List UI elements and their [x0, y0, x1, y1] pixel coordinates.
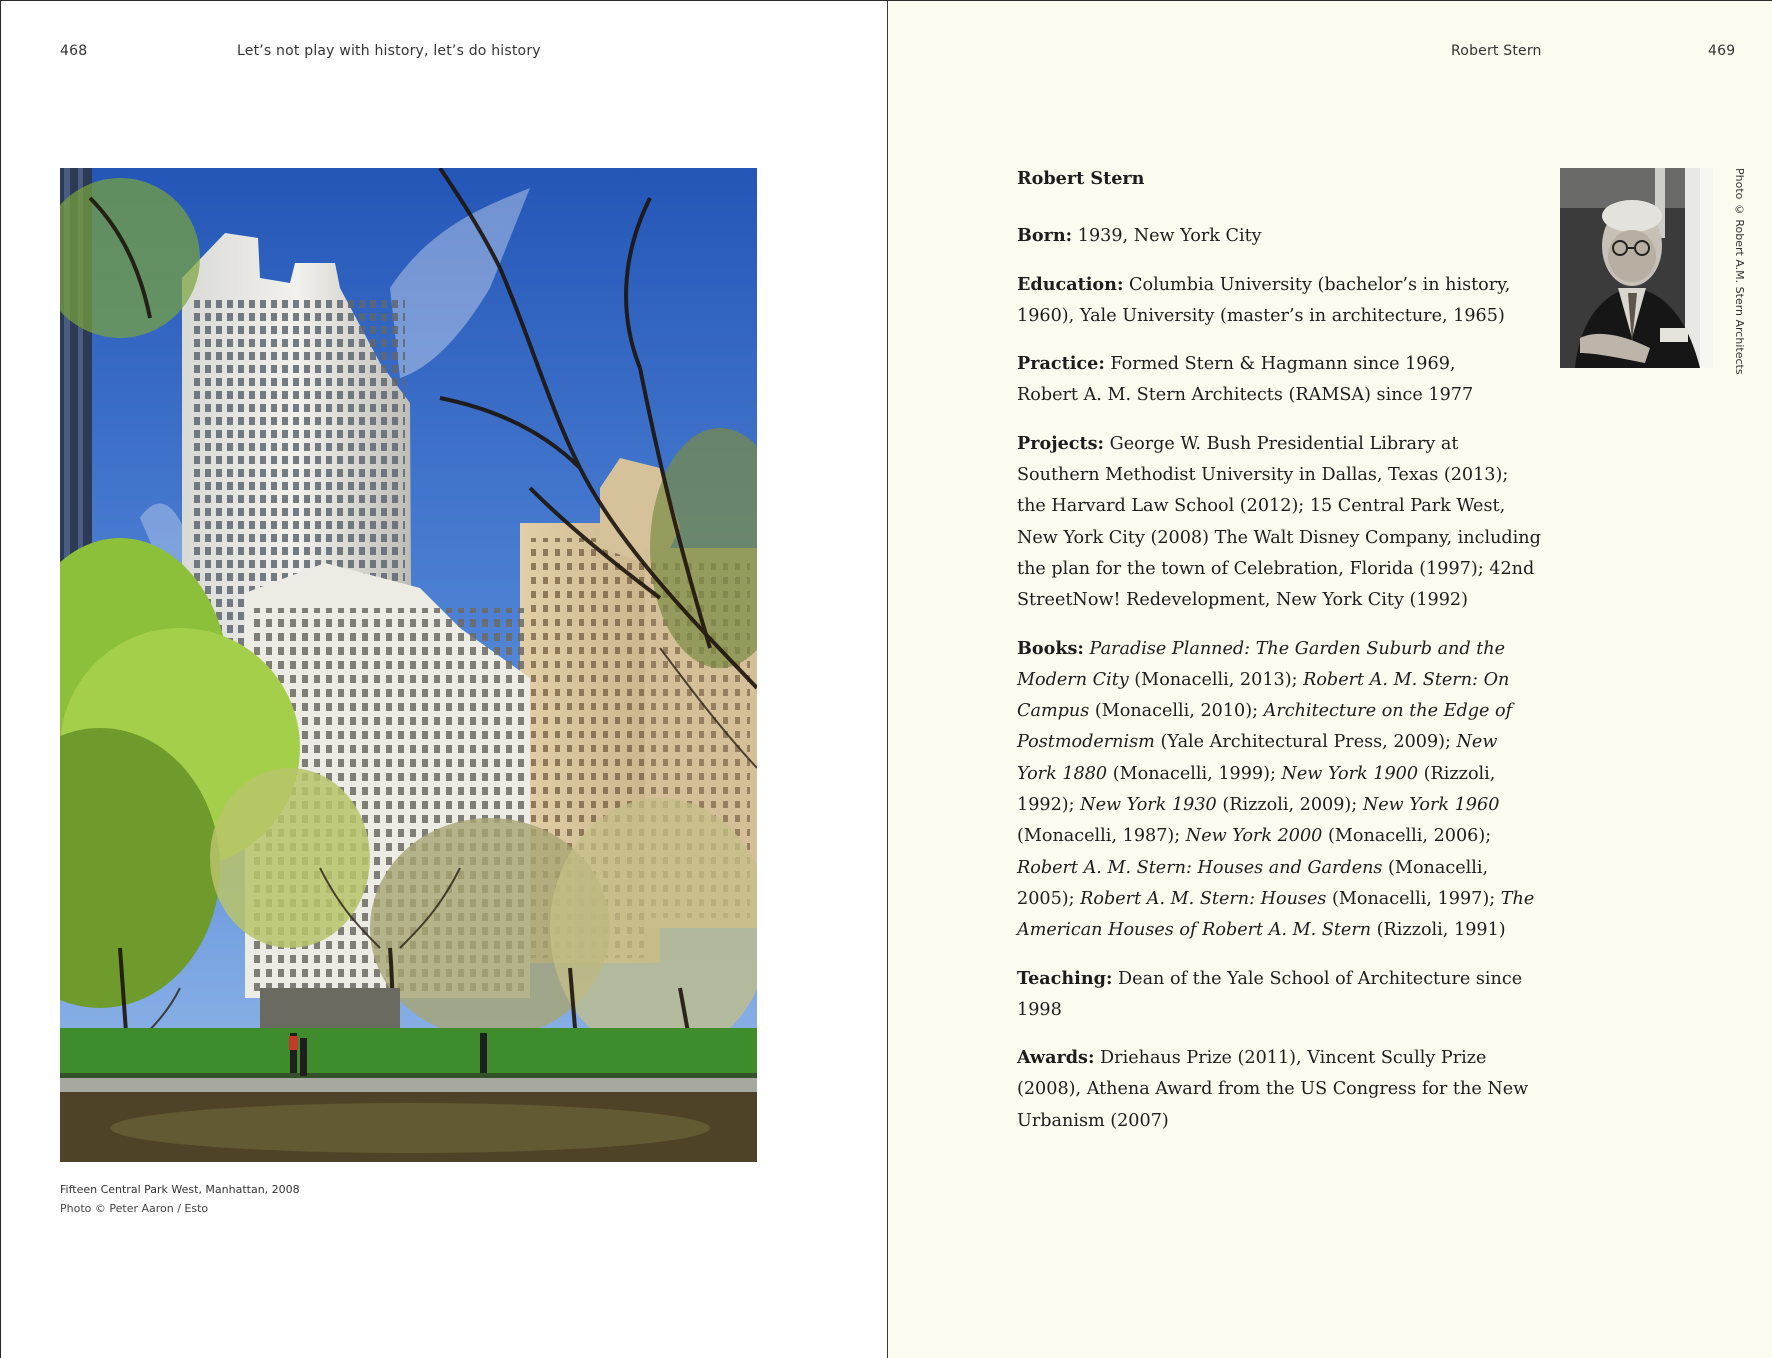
bio-practice	[1017, 348, 1542, 412]
book-note: (Rizzoli, 1991)	[1371, 920, 1506, 941]
education-text: Columbia University (bachelor’s in history, 1960), Yale University (master’s in architecture, 1965)	[1017, 274, 1511, 326]
photo-caption-credit: Photo © Peter Aaron / Esto	[60, 1202, 209, 1215]
awards-text: Driehaus Prize (2011), Vincent Scully Prize (2008), Athena Award from the US Congress for the New Urbanism (2007)	[1017, 1048, 1529, 1131]
born-text: 1939, New York City	[1072, 226, 1262, 247]
bio-born	[1017, 220, 1542, 252]
portrait-credit: Photo © Robert A.M. Stern Architects	[1733, 168, 1746, 375]
book-title: Robert A. M. Stern: Houses and Gardens	[1017, 857, 1383, 878]
book-note: (Monacelli, 2013);	[1128, 669, 1304, 690]
education-label: Education:	[1017, 273, 1124, 295]
book-title: New York 1930	[1080, 795, 1217, 816]
portrait-photo-icon	[1560, 168, 1713, 368]
book-note: (Monacelli, 2010);	[1089, 701, 1264, 722]
book-note: (Monacelli, 1987);	[1017, 826, 1186, 847]
book-note: (Rizzoli, 1992);	[1017, 763, 1496, 816]
born-label: Born:	[1017, 225, 1073, 247]
right-page	[887, 1, 1772, 1358]
book-title: New York 1900	[1281, 763, 1419, 784]
book-title: New York 1880	[1017, 732, 1498, 784]
portrait-photo	[1560, 168, 1713, 368]
page-number-right: 469	[1708, 43, 1736, 59]
bio-education	[1017, 269, 1542, 333]
book-title: Robert A. M. Stern: Houses	[1080, 888, 1327, 909]
practice-line-2: Robert A. M. Stern Architects (RAMSA) since 1977	[1017, 385, 1474, 406]
book-title: Paradise Planned: The Garden Suburb and the Modern City	[1017, 638, 1506, 690]
book-title: The American Houses of Robert A. M. Stern	[1017, 888, 1535, 941]
page-number-left: 468	[60, 43, 88, 59]
awards-label: Awards:	[1017, 1047, 1095, 1069]
bio-awards	[1017, 1042, 1542, 1137]
book-note: (Monacelli, 2006);	[1322, 826, 1492, 847]
left-page	[1, 1, 887, 1358]
teaching-text: Dean of the Yale School of Architecture since 1998	[1017, 968, 1523, 1020]
running-title-right: Robert Stern	[1451, 43, 1542, 59]
biography	[1017, 163, 1542, 1153]
book-note: (Monacelli, 2005);	[1017, 857, 1489, 909]
practice-line-1: Formed Stern & Hagmann since 1969,	[1104, 354, 1456, 375]
teaching-label: Teaching:	[1017, 967, 1113, 989]
photo-caption-title: Fifteen Central Park West, Manhattan, 2008	[60, 1183, 300, 1196]
book-title: Robert A. M. Stern: On Campus	[1017, 669, 1510, 722]
book-title: Architecture on the Edge of Postmodernism	[1017, 701, 1513, 753]
bio-teaching	[1017, 963, 1542, 1027]
book-note: (Monacelli, 1997);	[1326, 888, 1501, 909]
book-note: (Rizzoli, 2009);	[1216, 795, 1363, 816]
practice-label: Practice:	[1017, 353, 1105, 375]
projects-text: George W. Bush Presidential Library at Southern Methodist University in Dallas, Texas (2013); the Harvard Law School (2012); 15 Central Park West, New York City (2008) The Walt Disney Company, including the plan for the town of Celebration, Florida (1997); 42nd StreetNow! Redevelopment, New York City (1992)	[1017, 433, 1541, 611]
bio-name: Robert Stern	[1017, 168, 1145, 189]
running-title-left: Let’s not play with history, let’s do history	[237, 43, 541, 59]
book-title: New York 1960	[1362, 795, 1500, 816]
books-label: Books:	[1017, 637, 1084, 659]
book-title: New York 2000	[1185, 826, 1323, 847]
projects-label: Projects:	[1017, 432, 1105, 454]
bio-projects	[1017, 428, 1542, 617]
building-photo-icon	[60, 168, 757, 1162]
bio-books	[1017, 633, 1542, 947]
book-note: (Monacelli, 1999);	[1107, 763, 1282, 784]
building-photo	[60, 168, 757, 1162]
book-note: (Yale Architectural Press, 2009);	[1154, 732, 1457, 753]
